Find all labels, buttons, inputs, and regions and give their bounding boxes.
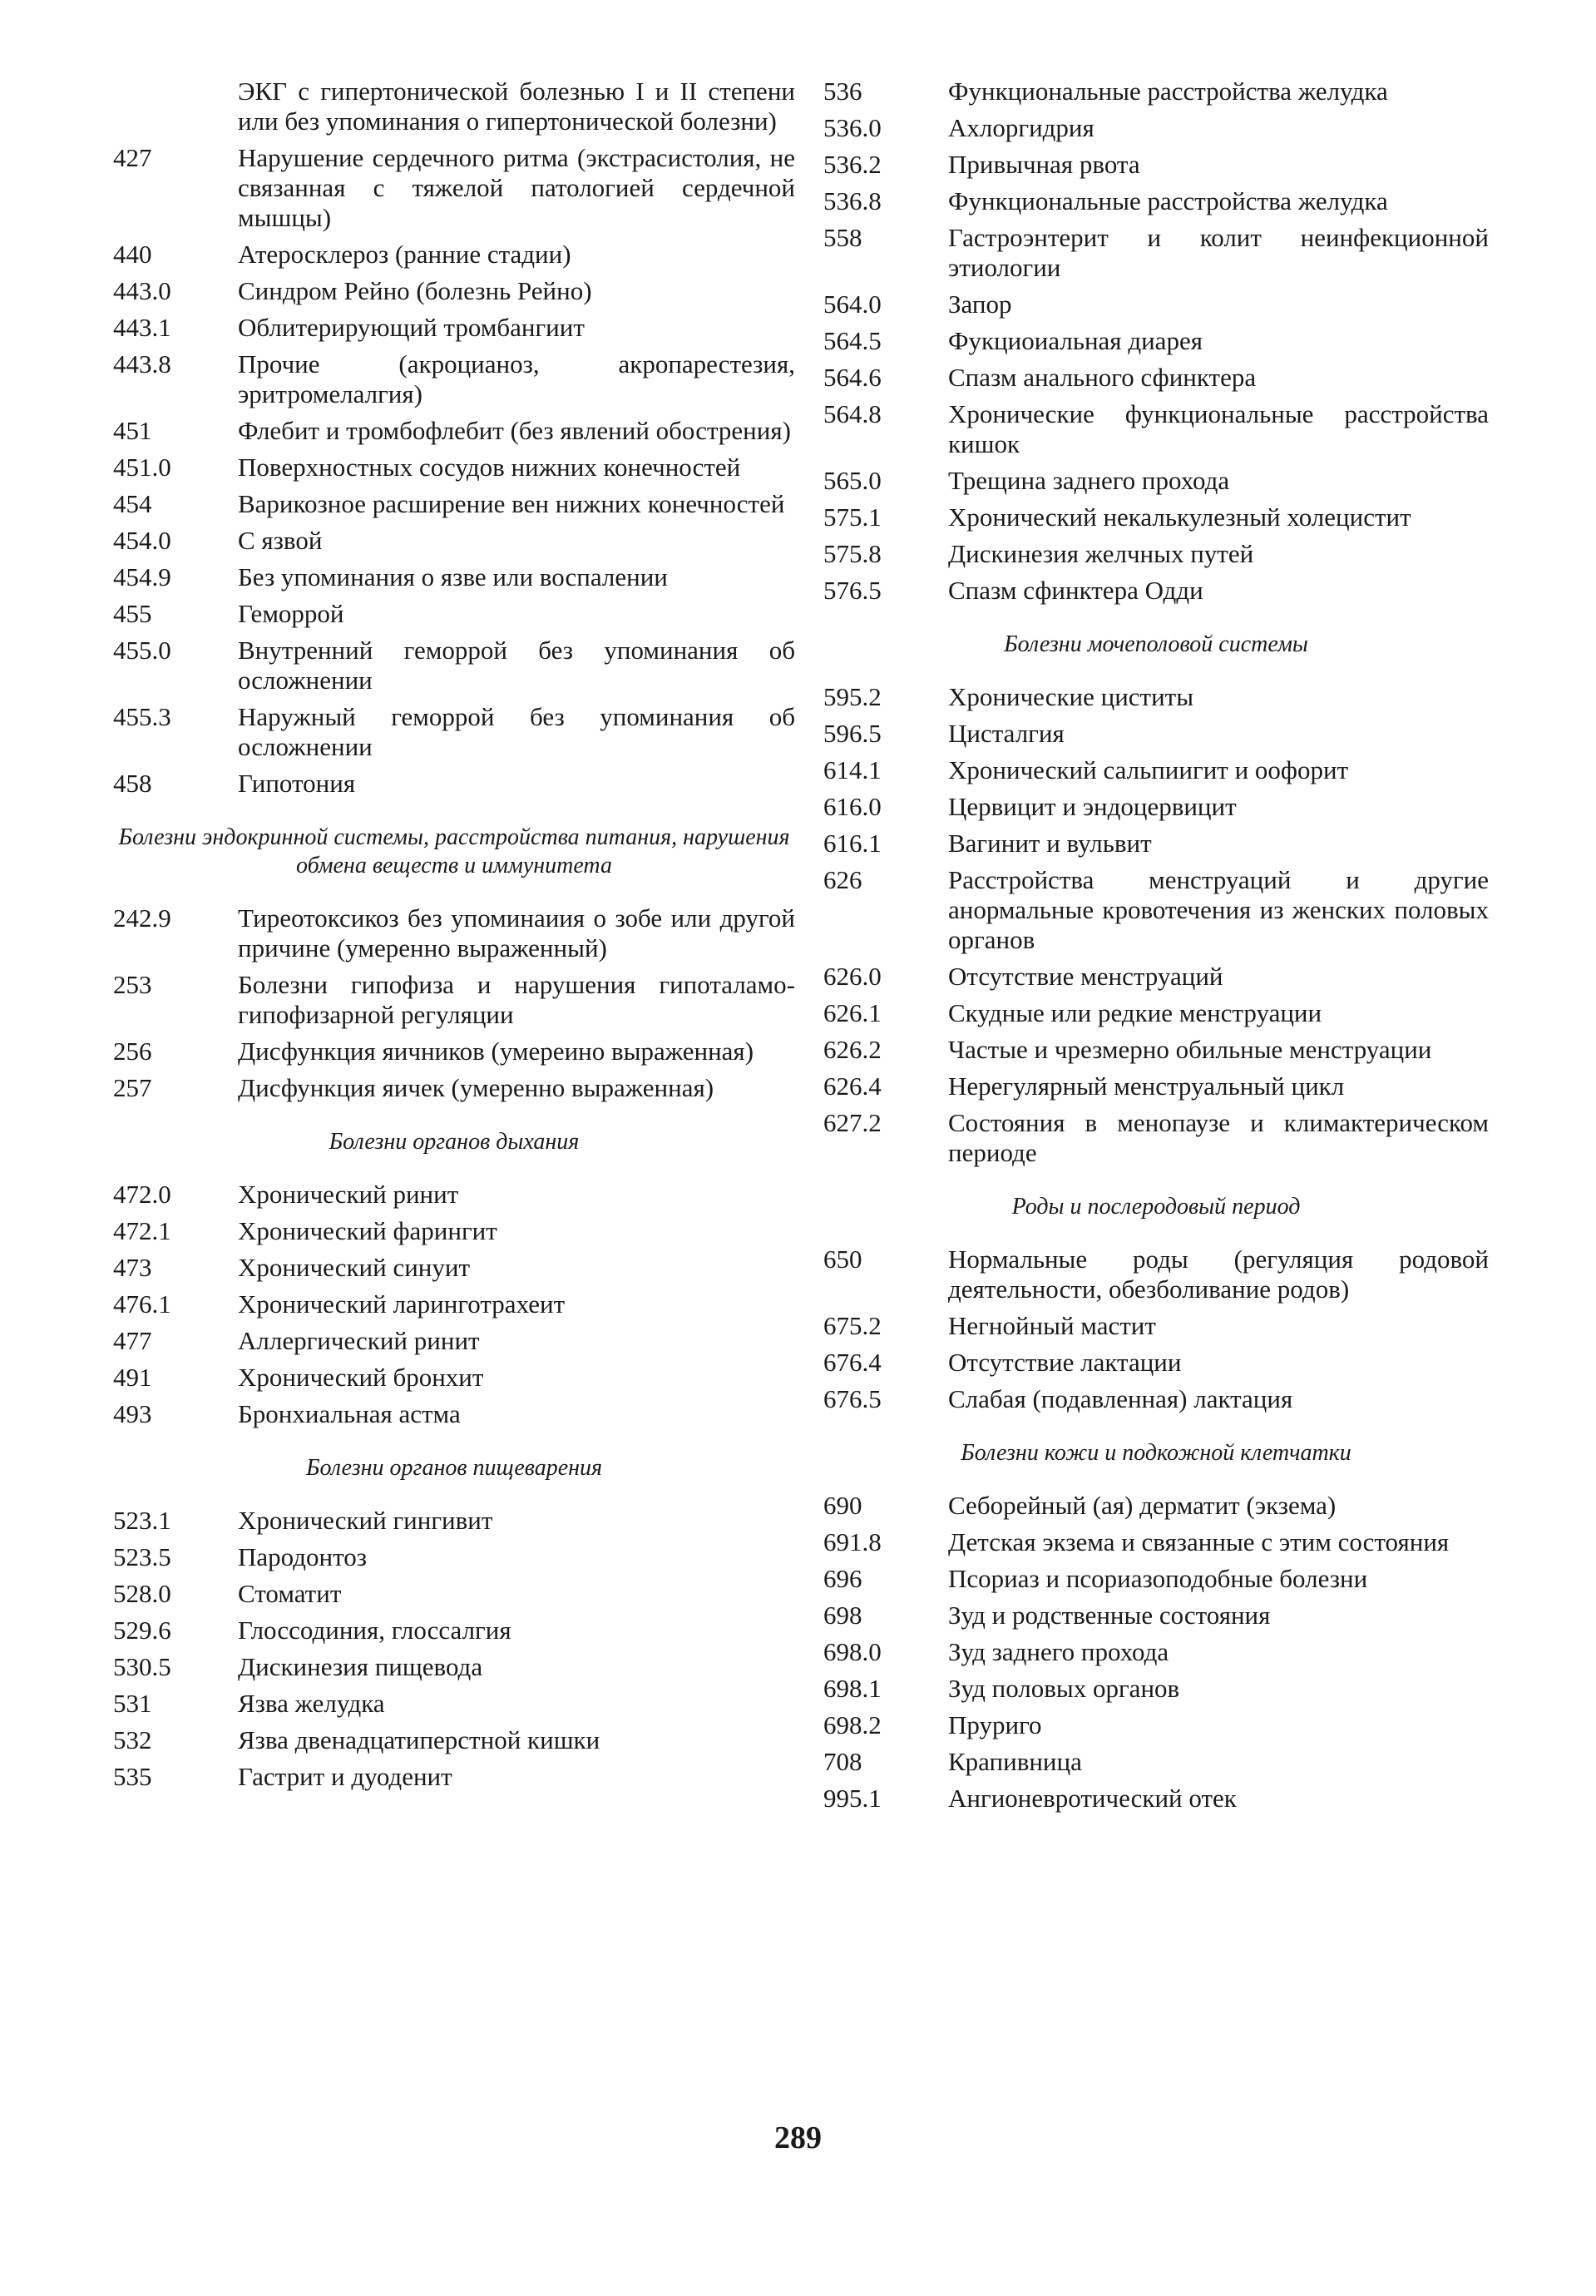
diagnosis-entry (113, 349, 795, 409)
diagnosis-code: 529.6 (113, 1616, 171, 1645)
diagnosis-code: 698.1 (823, 1674, 882, 1703)
diagnosis-text: Бронхиальная астма (238, 1399, 461, 1428)
diagnosis-code: 532 (113, 1725, 152, 1754)
diagnosis-entry (113, 1725, 795, 1755)
diagnosis-text: ЭКГ с гипертонической болезнью I и II степени или без упоминания о гипертонической болезни) (238, 77, 795, 136)
diagnosis-entry (823, 1311, 1489, 1341)
diagnosis-text: Функциональные расстройства желудка (948, 77, 1388, 106)
diagnosis-text: Хронические циститы (948, 682, 1194, 711)
diagnosis-text: Хронический фарингит (238, 1216, 497, 1245)
diagnosis-text: Дисфункция яичек (умеренно выраженная) (238, 1073, 714, 1102)
diagnosis-text: Ангионевротический отек (948, 1784, 1237, 1813)
diagnosis-entry (823, 1784, 1489, 1814)
diagnosis-entry (113, 1363, 795, 1393)
diagnosis-code: 530.5 (113, 1652, 171, 1681)
diagnosis-entry (823, 1527, 1489, 1557)
diagnosis-text: Прочие (акроцианоз, акропарестезия, эритромелалгия) (238, 349, 795, 408)
diagnosis-entry (113, 1762, 795, 1792)
diagnosis-code: 596.5 (823, 719, 882, 748)
diagnosis-code: 698.2 (823, 1710, 882, 1739)
diagnosis-code: 564.6 (823, 363, 882, 392)
diagnosis-entry (113, 636, 795, 695)
diagnosis-entry (823, 962, 1489, 992)
diagnosis-text: Функциональные расстройства желудка (948, 186, 1388, 215)
diagnosis-entry (823, 1674, 1489, 1704)
diagnosis-entry (823, 399, 1489, 459)
diagnosis-entry (113, 1037, 795, 1066)
diagnosis-entry (113, 599, 795, 629)
diagnosis-code: 558 (823, 223, 862, 252)
diagnosis-code: 443.1 (113, 313, 171, 342)
diagnosis-entry (113, 769, 795, 799)
diagnosis-code: 565.0 (823, 466, 882, 495)
diagnosis-entry (113, 1180, 795, 1210)
diagnosis-code: 626.1 (823, 998, 882, 1027)
diagnosis-entry (823, 865, 1489, 955)
diagnosis-entry (823, 502, 1489, 532)
diagnosis-code: 458 (113, 769, 152, 798)
diagnosis-text: Запор (948, 289, 1012, 319)
diagnosis-entry (113, 1399, 795, 1429)
diagnosis-text: Облитерирующий тромбангиит (238, 313, 585, 342)
diagnosis-code: 536.0 (823, 113, 882, 142)
diagnosis-text: Хронический бронхит (238, 1363, 484, 1392)
diagnosis-text: Себорейный (ая) дерматит (экзема) (948, 1491, 1337, 1520)
diagnosis-code: 564.0 (823, 289, 882, 319)
diagnosis-code: 616.0 (823, 792, 882, 821)
diagnosis-entry (823, 755, 1489, 785)
diagnosis-text: Цисталгия (948, 719, 1065, 748)
diagnosis-entry (823, 363, 1489, 393)
diagnosis-code: 454.9 (113, 562, 171, 591)
diagnosis-text: Хронический некалькулезный холецистит (948, 502, 1411, 532)
diagnosis-text: Нормальные роды (регуляция родовой деятельности, обезболивание родов) (948, 1244, 1489, 1304)
diagnosis-entry (823, 1071, 1489, 1101)
diagnosis-code: 536.8 (823, 186, 882, 215)
diagnosis-code: 253 (113, 970, 152, 999)
diagnosis-entry (823, 113, 1489, 143)
section-heading: Болезни органов дыхания (329, 1129, 580, 1155)
diagnosis-entry (823, 326, 1489, 356)
diagnosis-code: 650 (823, 1244, 862, 1274)
diagnosis-entry (823, 1564, 1489, 1594)
diagnosis-text: Атеросклероз (ранние стадии) (238, 240, 571, 269)
diagnosis-code: 454 (113, 489, 152, 518)
diagnosis-text: Крапивница (948, 1747, 1082, 1776)
diagnosis-code: 440 (113, 240, 152, 269)
diagnosis-code: 454.0 (113, 526, 171, 555)
diagnosis-text: Хронический синуит (238, 1253, 471, 1282)
diagnosis-text: Нерегулярный менструальный цикл (948, 1071, 1345, 1101)
diagnosis-text: Аллергический ринит (238, 1326, 480, 1355)
diagnosis-code: 614.1 (823, 755, 882, 784)
diagnosis-code: 528.0 (113, 1579, 171, 1608)
diagnosis-entry (823, 223, 1489, 283)
diagnosis-code: 536 (823, 77, 862, 106)
diagnosis-text: Хронический ринит (238, 1180, 459, 1209)
diagnosis-code: 698 (823, 1601, 862, 1630)
diagnosis-code: 256 (113, 1037, 152, 1066)
diagnosis-code (113, 77, 238, 136)
diagnosis-code: 690 (823, 1491, 862, 1520)
diagnosis-entry (113, 489, 795, 519)
diagnosis-entry (113, 970, 795, 1030)
diagnosis-text: Привычная рвота (948, 150, 1140, 179)
diagnosis-text: Отсутствие менструаций (948, 962, 1223, 991)
diagnosis-entry (823, 1747, 1489, 1777)
diagnosis-text: Детская экзема и связанные с этим состояния (948, 1527, 1450, 1556)
diagnosis-entry (823, 1035, 1489, 1065)
diagnosis-entry (113, 562, 795, 592)
diagnosis-code: 493 (113, 1399, 152, 1428)
diagnosis-text: Вагинит и вульвит (948, 829, 1152, 858)
diagnosis-code: 575.8 (823, 539, 882, 568)
diagnosis-text: С язвой (238, 526, 323, 555)
diagnosis-code: 257 (113, 1073, 152, 1102)
diagnosis-text: Язва двенадцатиперстной кишки (238, 1725, 600, 1754)
diagnosis-code: 455.3 (113, 702, 171, 731)
diagnosis-text: Геморрой (238, 599, 344, 628)
diagnosis-code: 595.2 (823, 682, 882, 711)
diagnosis-entry (113, 1326, 795, 1356)
diagnosis-entry (823, 576, 1489, 606)
diagnosis-text: Спазм анального сфинктера (948, 363, 1257, 392)
diagnosis-text: Тиреотоксикоз без упоминаиия о зобе или другой причине (умеренно выраженный) (238, 903, 795, 962)
section-heading: Болезни мочеполовой системы (1004, 631, 1308, 657)
diagnosis-text: Частые и чрезмерно обильные менструации (948, 1035, 1432, 1064)
diagnosis-entry (113, 276, 795, 306)
diagnosis-code: 676.4 (823, 1348, 882, 1377)
diagnosis-code: 491 (113, 1363, 152, 1392)
diagnosis-text: Гастрит и дуоденит (238, 1762, 452, 1791)
diagnosis-code: 536.2 (823, 150, 882, 179)
diagnosis-entry (823, 1637, 1489, 1667)
diagnosis-text: Слабая (подавленная) лактация (948, 1384, 1293, 1413)
diagnosis-code: 696 (823, 1564, 862, 1593)
diagnosis-text: Ахлоргидрия (948, 113, 1094, 142)
diagnosis-entry (823, 1601, 1489, 1630)
diagnosis-entry (823, 829, 1489, 859)
diagnosis-text: Нарушение сердечного ритма (экстрасистолия, не связанная с тяжелой патологией сердечной мышцы) (238, 143, 795, 232)
diagnosis-code: 616.1 (823, 829, 882, 858)
diagnosis-text: Хронические функциональные расстройства кишок (948, 399, 1489, 458)
diagnosis-code: 626 (823, 865, 862, 894)
right-column (823, 77, 1489, 1820)
diagnosis-entry (823, 719, 1489, 749)
diagnosis-text: Болезни гипофиза и нарушения гипоталамо-гипофизарной регуляции (238, 970, 795, 1029)
diagnosis-entry (823, 539, 1489, 569)
diagnosis-entry (823, 1710, 1489, 1740)
diagnosis-code: 427 (113, 143, 152, 172)
diagnosis-code: 473 (113, 1253, 152, 1282)
diagnosis-text: Зуд половых органов (948, 1674, 1180, 1703)
diagnosis-code: 472.1 (113, 1216, 171, 1245)
diagnosis-code: 455 (113, 599, 152, 628)
diagnosis-entry (113, 240, 795, 270)
diagnosis-text: Зуд заднего прохода (948, 1637, 1169, 1666)
diagnosis-entry (823, 289, 1489, 319)
diagnosis-text: Хронический ларинготрахеит (238, 1289, 566, 1319)
diagnosis-entry (113, 143, 795, 233)
diagnosis-text: Псориаз и псориазоподобные болезни (948, 1564, 1368, 1593)
diagnosis-text: Дисфункция яичников (умереино выраженная) (238, 1037, 754, 1066)
diagnosis-text: Флебит и тромбофлебит (без явлений обострения) (238, 416, 791, 445)
diagnosis-text: Состояния в менопаузе и климактерическом периоде (948, 1108, 1489, 1167)
diagnosis-code: 995.1 (823, 1784, 882, 1813)
diagnosis-entry (113, 416, 795, 446)
diagnosis-code: 627.2 (823, 1108, 882, 1137)
diagnosis-text: Пародонтоз (238, 1542, 367, 1571)
diagnosis-text: Пруриго (948, 1710, 1042, 1739)
diagnosis-code: 476.1 (113, 1289, 171, 1319)
diagnosis-entry (113, 1542, 795, 1572)
diagnosis-text: Внутренний геморрой без упоминания об осложнении (238, 636, 795, 695)
diagnosis-code: 443.8 (113, 349, 171, 379)
diagnosis-text: Трещина заднего прохода (948, 466, 1230, 495)
diagnosis-text: Варикозное расширение вен нижних конечностей (238, 489, 785, 518)
diagnosis-entry (823, 1348, 1489, 1378)
diagnosis-text: Стоматит (238, 1579, 342, 1608)
diagnosis-entry (113, 1616, 795, 1645)
diagnosis-entry (823, 77, 1489, 106)
diagnosis-entry (823, 792, 1489, 822)
diagnosis-text: Хронический сальпиигит и оофорит (948, 755, 1349, 784)
diagnosis-code: 455.0 (113, 636, 171, 665)
diagnosis-code: 691.8 (823, 1527, 882, 1556)
diagnosis-text: Наружный геморрой без упоминания об осложнении (238, 702, 795, 761)
diagnosis-entry (113, 77, 795, 136)
diagnosis-code: 698.0 (823, 1637, 882, 1666)
diagnosis-entry (113, 453, 795, 482)
diagnosis-entry (113, 903, 795, 963)
diagnosis-entry (823, 1108, 1489, 1168)
diagnosis-code: 523.1 (113, 1506, 171, 1535)
diagnosis-entry (113, 702, 795, 762)
section-heading: Роды и послеродовый период (1011, 1194, 1301, 1220)
diagnosis-text: Цервицит и эндоцервицит (948, 792, 1237, 821)
diagnosis-entry (113, 1652, 795, 1682)
diagnosis-code: 531 (113, 1689, 152, 1718)
diagnosis-code: 708 (823, 1747, 862, 1776)
diagnosis-text: Спазм сфинктера Одди (948, 576, 1203, 605)
diagnosis-code: 472.0 (113, 1180, 171, 1209)
diagnosis-text: Расстройства менструаций и другие анормальные кровотечения из женских половых органов (948, 865, 1489, 954)
diagnosis-text: Негнойный мастит (948, 1311, 1156, 1340)
diagnosis-text: Синдром Рейно (болезнь Рейно) (238, 276, 592, 305)
diagnosis-code: 626.2 (823, 1035, 882, 1064)
diagnosis-code: 575.1 (823, 502, 882, 532)
diagnosis-text: Скудные или редкие менструации (948, 998, 1322, 1027)
diagnosis-text: Дискинезия желчных путей (948, 539, 1254, 568)
diagnosis-entry (823, 150, 1489, 180)
diagnosis-text: Зуд и родственные состояния (948, 1601, 1271, 1630)
diagnosis-entry (113, 1289, 795, 1319)
diagnosis-code: 576.5 (823, 576, 882, 605)
diagnosis-entry (113, 1506, 795, 1536)
diagnosis-text: Глоссодиния, глоссалгия (238, 1616, 511, 1645)
diagnosis-entry (823, 1384, 1489, 1414)
diagnosis-entry (823, 998, 1489, 1028)
diagnosis-entry (113, 1253, 795, 1283)
diagnosis-entry (113, 526, 795, 556)
diagnosis-entry (113, 1216, 795, 1246)
diagnosis-text: Хронический гингивит (238, 1506, 493, 1535)
diagnosis-code: 451.0 (113, 453, 171, 482)
diagnosis-entry (823, 1244, 1489, 1304)
diagnosis-code: 675.2 (823, 1311, 882, 1340)
diagnosis-text: Язва желудка (238, 1689, 385, 1718)
diagnosis-text: Поверхностных сосудов нижних конечностей (238, 453, 741, 482)
diagnosis-code: 626.0 (823, 962, 882, 991)
left-column (113, 77, 795, 1799)
section-heading: Болезни органов пищеварения (305, 1455, 603, 1481)
diagnosis-code: 242.9 (113, 903, 171, 933)
diagnosis-code: 443.0 (113, 276, 171, 305)
section-heading: Болезни кожи и подкожной клетчатки (961, 1440, 1351, 1466)
diagnosis-entry (113, 1689, 795, 1719)
section-heading: Болезни эндокринной системы, расстройства питания, нарушения обмена веществ и иммунитета (118, 824, 790, 878)
diagnosis-code: 523.5 (113, 1542, 171, 1571)
diagnosis-text: Отсутствие лактации (948, 1348, 1182, 1377)
diagnosis-code: 564.5 (823, 326, 882, 355)
diagnosis-code: 626.4 (823, 1071, 882, 1101)
diagnosis-entry (823, 682, 1489, 712)
diagnosis-entry (113, 1579, 795, 1609)
diagnosis-entry (113, 1073, 795, 1103)
diagnosis-text: Дискинезия пищевода (238, 1652, 483, 1681)
diagnosis-entry (823, 1491, 1489, 1521)
diagnosis-entry (823, 466, 1489, 496)
diagnosis-text: Гастроэнтерит и колит неинфекционной этиологии (948, 223, 1489, 282)
diagnosis-text: Фукциоиальная диарея (948, 326, 1203, 355)
diagnosis-text: Гипотония (238, 769, 356, 798)
diagnosis-code: 564.8 (823, 399, 882, 428)
diagnosis-code: 477 (113, 1326, 152, 1355)
diagnosis-code: 451 (113, 416, 152, 445)
diagnosis-text: Без упоминания о язве или воспалении (238, 562, 668, 591)
page-number: 289 (774, 2120, 822, 2155)
diagnosis-entry (823, 186, 1489, 216)
diagnosis-code: 535 (113, 1762, 152, 1791)
diagnosis-entry (113, 313, 795, 343)
diagnosis-code: 676.5 (823, 1384, 882, 1413)
